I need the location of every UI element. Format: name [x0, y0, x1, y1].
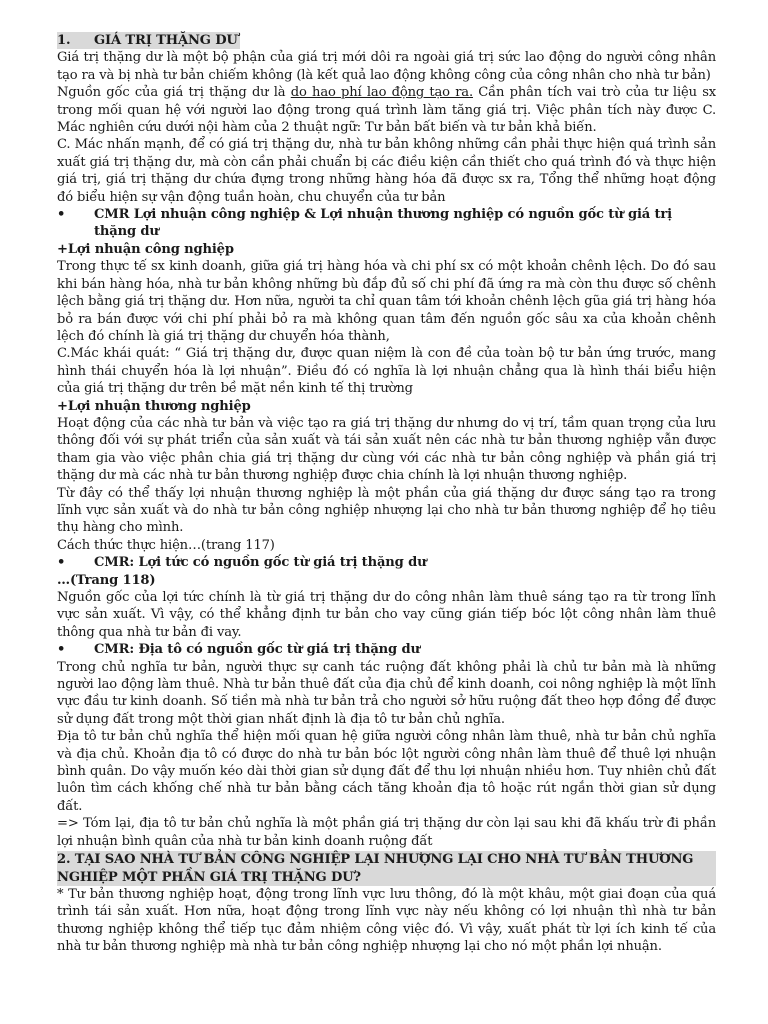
origin-underlined-text: do hao phí lao động tạo ra. — [290, 85, 473, 101]
section-2-heading: 2. TẠI SAO NHÀ TƯ BẢN CÔNG NGHIỆP LẠI NHƯỢNG LẠI CHO NHÀ TƯ BẢN THƯƠNG NGHIỆP MỘT PHẦN GIÁ TRỊ THẶNG DƯ? — [57, 851, 716, 886]
origin-text-after: Cần phân tích vai trò của tư liệu sx trong mối quan hệ với người lao động trong quá trình làm tăng giá trị. Việc phân tích này được C. Mác nghiên cứu dưới nội hàm của 2 thuật ngữ: Tư bản bất biến và tư bản khả biến. — [57, 85, 716, 136]
commercial-profit-paragraph-3: Cách thức thực hiện…(trang 117) — [57, 537, 275, 553]
industrial-profit-title: +Lợi nhuận công nghiệp — [57, 241, 234, 257]
rent-paragraph-2: Địa tô tư bản chủ nghĩa thể hiện mối quan hệ giữa người công nhân làm thuê, nhà tư bản chủ nghĩa và địa chủ. Khoản địa tô có được do nhà tư bản bóc lột người công nhân làm thuê để thuê lợi nhuận bình quân. Do vậy muốn kéo dài thời gian sử dụng đất để thu lợi nhuận nhiều hơn. Tuy nhiên chủ đất luôn tìm cách khống chế nhà tư bản bằng cách tăng khoản địa tô hoặc rút ngắn thời gian sử dụng đất. — [57, 729, 716, 814]
commercial-profit-paragraph-2: Từ đây có thể thấy lợi nhuận thương nghiệp là một phần của giá thặng dư được sáng tạo ra trong lĩnh vực sản xuất và do nhà tư bản công nghiệp nhượng lại cho nhà tư bản thương nghiệp để họ tiêu thụ hàng cho mình. — [57, 485, 716, 536]
intro-paragraph: Giá trị thặng dư là một bộ phận của giá trị mới dôi ra ngoài giá trị sức lao động do người công nhân tạo ra và bị nhà tư bản chiếm không (là kết quả lao động không công của công nhân cho nhà tư bản) — [57, 50, 716, 83]
bullet-icon: • — [57, 555, 66, 571]
bullet-icon: • — [57, 207, 66, 223]
rent-conclusion: => Tóm lại, địa tô tư bản chủ nghĩa là một phần giá trị thặng dư còn lại sau khi đã khấu trừ đi phần lợi nhuận bình quân của nhà tư bản kinh doanh ruộng đất — [57, 816, 716, 849]
origin-paragraph — [57, 84, 716, 136]
section-1-heading — [57, 32, 240, 49]
industrial-profit-paragraph-1: Trong thực tế sx kinh doanh, giữa giá trị hàng hóa và chi phí sx có một khoản chênh lệch. Do đó sau khi bán hàng hóa, nhà tư bản không những bù đắp đủ số chi phí đã ứng ra mà còn thu được số chênh lệch bằng giá trị thặng dư. Hơn nữa, người ta chỉ quan tâm tới khoản chênh lệch gũa giá trị hàng hóa bỏ ra bán được với chi phí phải bỏ ra mà không quan tâm đến nguồn gốc sâu xa của khoản chênh lệch đó chính là giá trị thặng dư chuyển hóa thành, — [57, 259, 716, 344]
bullet-rent-origin-text: CMR: Địa tô có nguồn gốc từ giá trị thặng dư — [94, 642, 420, 658]
section-1-number: 1. — [57, 33, 71, 48]
commercial-profit-title: +Lợi nhuận thương nghiệp — [57, 398, 251, 414]
bullet-profit-origin-text: CMR Lợi nhuận công nghiệp & Lợi nhuận thương nghiệp có nguồn gốc từ giá trị thặng dư — [94, 207, 673, 240]
rent-paragraph-1: Trong chủ nghĩa tư bản, người thực sự canh tác ruộng đất không phải là chủ tư bản mà là những người lao động làm thuê. Nhà tư bản thuê đất của địa chủ để kinh doanh, coi nông nghiệp là một lĩnh vực đầu tư kinh doanh. Số tiền mà nhà tư bản trả cho người sở hữu ruộng đất theo hợp đồng để được sử dụng đất trong một thời gian nhất định là địa tô tư bản chủ nghĩa. — [57, 659, 716, 727]
industrial-profit-paragraph-2: C.Mác khái quát: “ Giá trị thặng dư, được quan niệm là con đề của toàn bộ tư bản ứng trước, mang hình thái chuyển hóa là lợi nhuận”. Điều đó có nghĩa là lợi nhuận chẳng qua là hình thái biểu hiện của giá trị thặng dư trên bề mặt nền kinh tế thị trường — [57, 346, 716, 397]
page-118-reference: …(Trang 118) — [57, 572, 156, 588]
commercial-profit-paragraph-1: Hoạt động của các nhà tư bản và việc tạo ra giá trị thặng dư nhưng do vị trí, tầm quan trọng của lưu thông đối với sự phát triển của sản xuất và tái sản xuất nên các nhà tư bản thương nghiệp vẫn được tham gia vào việc phân chia giá trị thặng dư cùng với các nhà tư bản công nghiệp và phần giá trị thặng dư mà các nhà tư bản thương nghiệp được chia chính là lợi nhuận thương nghiệp. — [57, 415, 716, 484]
section-1-title: GIÁ TRỊ THẶNG DƯ — [94, 33, 238, 48]
bullet-interest-origin — [57, 554, 716, 571]
marx-note-paragraph: C. Mác nhấn mạnh, để có giá trị thặng dư, nhà tư bản không những cần phải thực hiện quá trình sản xuất giá trị thặng dư, mà còn cần phải chuẩn bị các điều kiện cần thiết cho quá trình đó và thực hiện giá trị, giá trị thặng dư chứa đựng trong những hàng hóa đã được sx ra, Tổng thể những hoạt động đó biểu hiện sự vận động tuần hoàn, chu chuyển của tư bản — [57, 137, 716, 205]
bullet-profit-origin — [57, 206, 716, 241]
final-paragraph: * Tư bản thương nghiệp hoạt, động trong lĩnh vực lưu thông, đó là một khâu, một giai đoạn của quá trình tái sản xuất. Hơn nữa, hoạt động trong lĩnh vực này nếu không có lợi nhuận thì nhà tư bản thương nghiệp không thể tiếp tục đảm nhiệm công việc đó. Vì vậy, xuất phát từ lợi ích kinh tế của nhà tư bản thương nghiệp mà nhà tư bản công nghiệp nhượng lại cho nó một phần lợi nhuận. — [57, 886, 716, 955]
origin-text-before: Nguồn gốc của giá trị thặng dư là — [57, 85, 291, 101]
bullet-icon: • — [57, 642, 66, 658]
interest-paragraph: Nguồn gốc của lợi tức chính là từ giá trị thặng dư do công nhân làm thuê sáng tạo ra từ trong lĩnh vực sản xuất. Vì vậy, có thể khẳng định tư bản cho vay cũng gián tiếp bóc lột công nhân làm thuê thông qua nhà tư bản đi vay. — [57, 590, 716, 640]
bullet-rent-origin — [57, 641, 716, 658]
bullet-interest-origin-text: CMR: Lợi tức có nguồn gốc từ giá trị thặng dư — [94, 555, 427, 571]
